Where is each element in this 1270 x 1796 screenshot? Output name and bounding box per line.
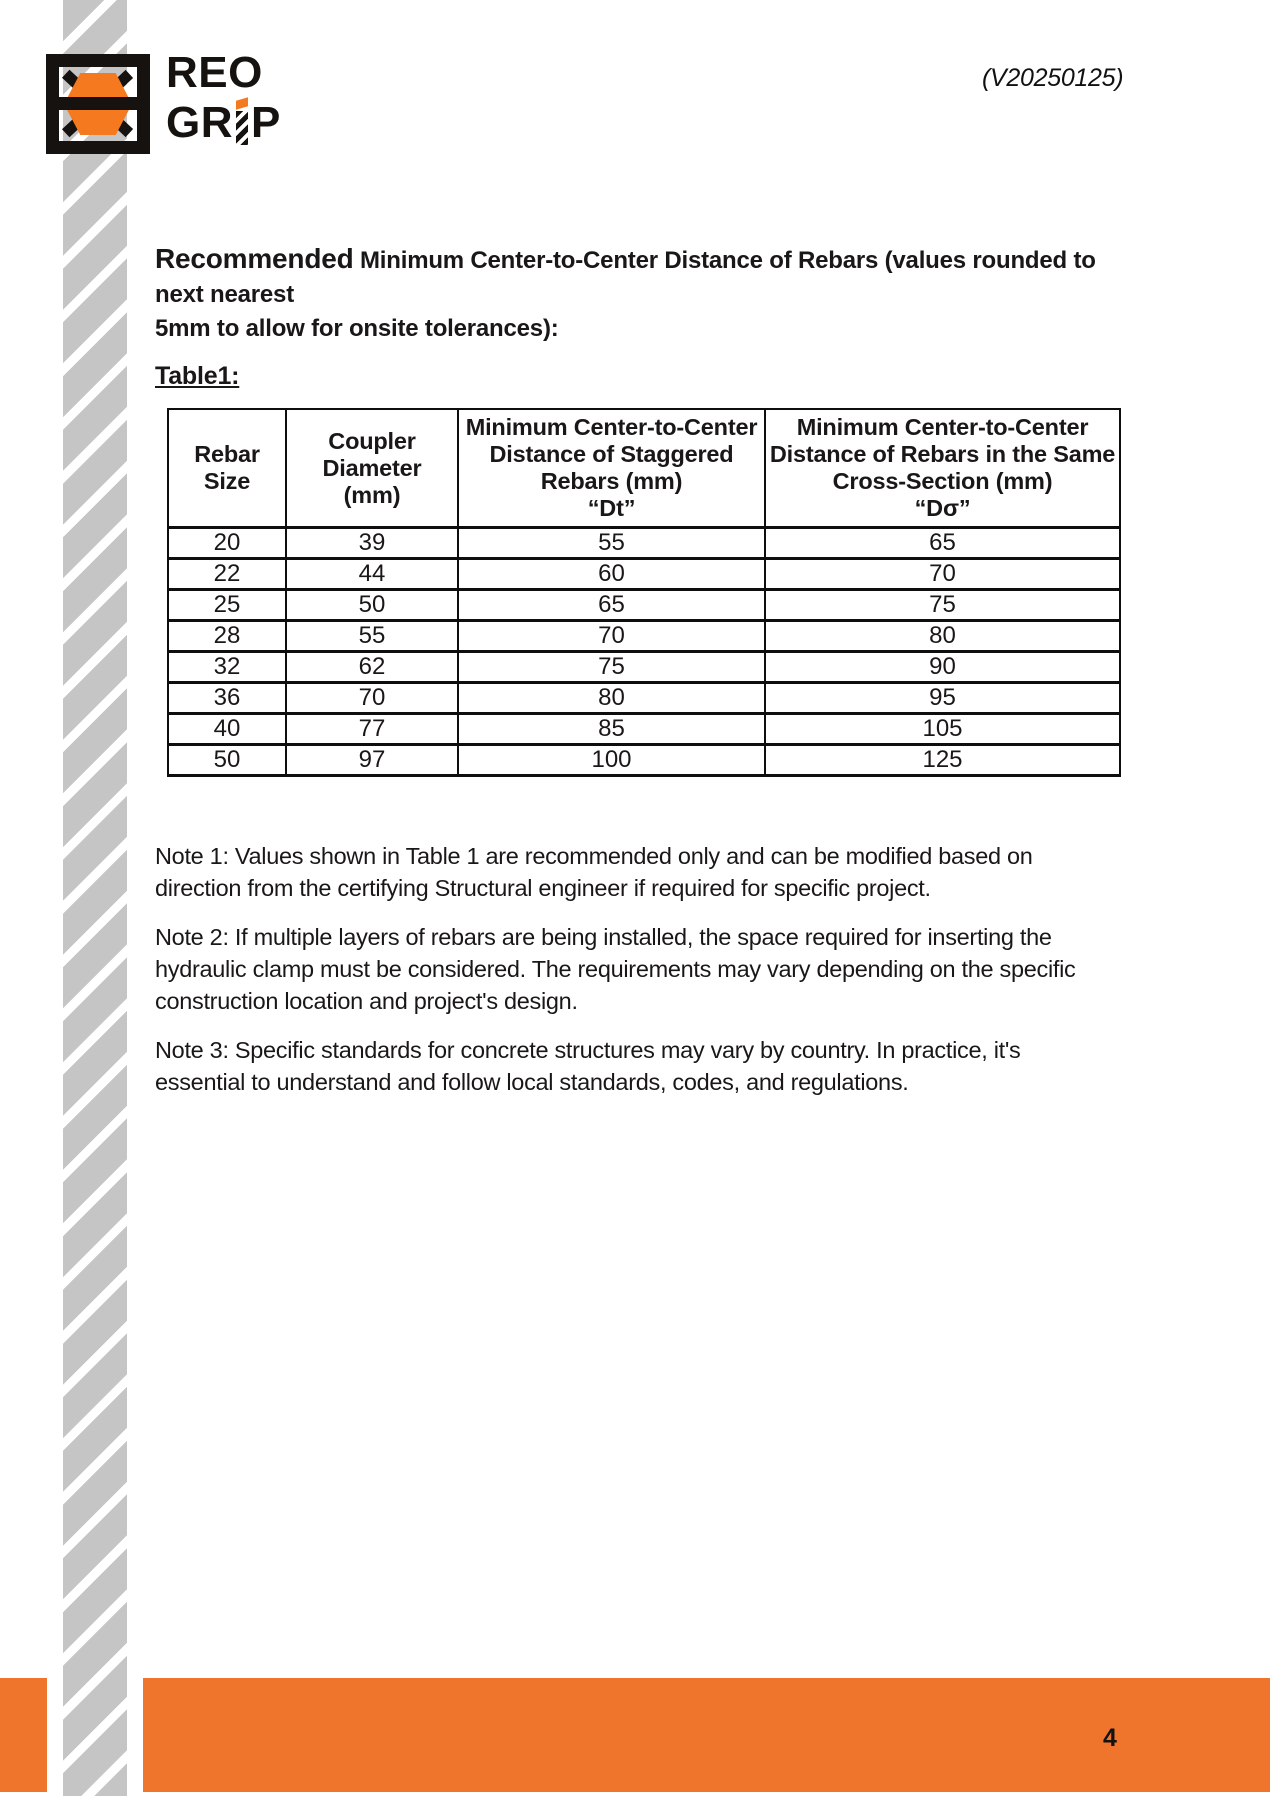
table-cell: 105 [765,714,1120,745]
page-title: Recommended Minimum Center-to-Center Distance of Rebars (values rounded to next nearest 5mm to allow for onsite tolerances): [155,243,1096,342]
table-header-cell: Minimum Center-to-Center Distance of Staggered Rebars (mm) “Dt” [458,409,765,528]
hexagon-coupler-icon [46,54,150,154]
table-cell: 36 [168,683,286,714]
table-cell: 85 [458,714,765,745]
table-cell: 77 [286,714,458,745]
table-cell: 80 [765,621,1120,652]
table-cell: 55 [458,528,765,559]
table-row [168,559,1120,590]
table-cell: 32 [168,652,286,683]
note-paragraph: Note 3: Specific standards for concrete structures may vary by country. In practice, it's essential to understand and follow local standards, codes, and regulations. [155,1037,1021,1095]
table-cell: 90 [765,652,1120,683]
table-cell: 65 [765,528,1120,559]
rebar-stripe-pattern [63,0,127,1796]
table-row [168,683,1120,714]
document-version: (V20250125) [982,64,1124,92]
rebar-distance-table [167,408,1121,777]
table-row [168,714,1120,745]
table-cell: 70 [458,621,765,652]
table-body [168,528,1120,776]
table-cell: 65 [458,590,765,621]
table-row [168,621,1120,652]
table-cell: 62 [286,652,458,683]
table-cell: 28 [168,621,286,652]
table-cell: 50 [168,745,286,776]
table-cell: 70 [765,559,1120,590]
table-cell: 20 [168,528,286,559]
table-cell: 22 [168,559,286,590]
table-label: Table1: [155,362,240,390]
note-paragraph: Note 2: If multiple layers of rebars are being installed, the space required for inserting the hydraulic clamp must be considered. The requirements may vary depending on the specific construction location and project's design. [155,924,1076,1014]
footer-band [0,1678,1270,1792]
table-cell: 95 [765,683,1120,714]
table-cell: 70 [286,683,458,714]
table-cell: 25 [168,590,286,621]
table-header-cell: Rebar Size [168,409,286,528]
table-cell: 44 [286,559,458,590]
table-header-cell: Minimum Center-to-Center Distance of Rebars in the Same Cross-Section (mm) “Dσ” [765,409,1120,528]
table-header-cell: Coupler Diameter (mm) [286,409,458,528]
logo-text-reo: REO [166,48,263,97]
table-header-row [168,409,1120,528]
rebar-i-icon [236,111,248,145]
rebar-stripe-band [47,0,143,1796]
notes-section [155,840,1113,1115]
table-cell: 100 [458,745,765,776]
table-cell: 97 [286,745,458,776]
note-paragraph: Note 1: Values shown in Table 1 are recommended only and can be modified based on direction from the certifying Structural engineer if required for specific project. [155,843,1033,901]
table-cell: 50 [286,590,458,621]
table-cell: 60 [458,559,765,590]
table-cell: 39 [286,528,458,559]
logo-text-grip: GR P [166,98,281,147]
table-cell: 75 [458,652,765,683]
table-cell: 55 [286,621,458,652]
table-cell: 125 [765,745,1120,776]
table-cell: 40 [168,714,286,745]
logo-wordmark [166,48,366,148]
table-row [168,652,1120,683]
table-row [168,590,1120,621]
table-cell: 80 [458,683,765,714]
table-row [168,528,1120,559]
page-number: 4 [1103,1724,1117,1752]
table-row [168,745,1120,776]
table-cell: 75 [765,590,1120,621]
